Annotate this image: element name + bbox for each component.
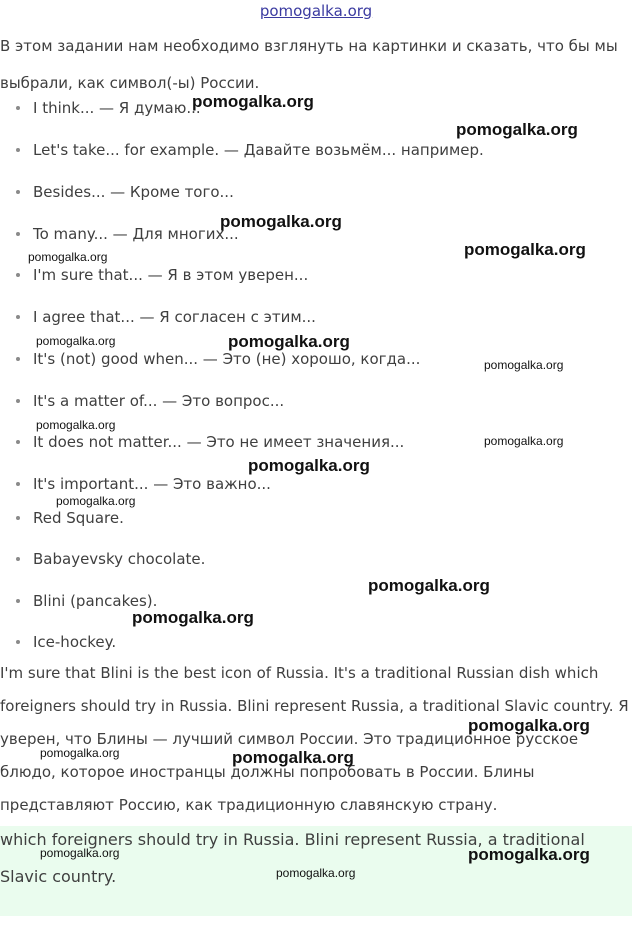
bullet-icon [16,399,20,403]
answer-line: уверен, что Блины — лучший символ России. Это традиционное русское [0,730,579,748]
answer-line: foreigners should try in Russia. Blini represent Russia, a traditional Slavic country. Я [0,697,629,715]
watermark-text: pomogalka.org [56,494,136,508]
watermark-text: pomogalka.org [456,120,578,139]
bullet-icon [16,516,20,520]
bullet-icon [16,190,20,194]
watermark-text: pomogalka.org [468,716,590,735]
watermark-text: pomogalka.org [28,250,108,264]
watermark-text: pomogalka.org [132,608,254,627]
intro-line-2: выбрали, как символ(-ы) России. [0,74,260,92]
answer-paragraph [0,657,632,822]
highlight-line: which foreigners should try in Russia. Blini represent Russia, a traditional [0,830,585,849]
answer-line: представляют Россию, как традиционную славянскую страну. [0,796,498,814]
bullet-icon [16,273,20,277]
watermark-text: pomogalka.org [232,748,354,767]
watermark-text: pomogalka.org [192,92,314,111]
bullet-icon [16,640,20,644]
intro-line-1: В этом задании нам необходимо взглянуть на картинки и сказать, что бы мы [0,37,618,55]
bullet-icon [16,557,20,561]
watermark-text: pomogalka.org [368,576,490,595]
watermark-text: pomogalka.org [484,358,564,372]
watermark-text: pomogalka.org [220,212,342,231]
bullet-icon [16,482,20,486]
header-watermark-link[interactable]: pomogalka.org [259,2,373,20]
watermark-text: pomogalka.org [464,240,586,259]
highlight-line: Slavic country. [0,867,117,886]
watermark-text: pomogalka.org [248,456,370,475]
answer-line: блюдо, которое иностранцы должны попробовать в России. Блины [0,763,535,781]
bullet-icon [16,599,20,603]
answer-line: I'm sure that Blini is the best icon of Russia. It's a traditional Russian dish which [0,664,599,682]
bullet-icon [16,232,20,236]
intro-paragraph [0,28,632,102]
watermark-text: pomogalka.org [40,746,120,760]
watermark-text: pomogalka.org [40,846,120,860]
bullet-icon [16,106,20,110]
bullet-icon [16,315,20,319]
watermark-text: pomogalka.org [36,334,116,348]
watermark-text: pomogalka.org [468,845,590,864]
watermark-text: pomogalka.org [484,434,564,448]
bullet-icon [16,148,20,152]
watermark-text: pomogalka.org [228,332,350,351]
bullet-icon [16,357,20,361]
watermark-text: pomogalka.org [36,418,116,432]
watermark-text: pomogalka.org [276,866,356,880]
bullet-icon [16,440,20,444]
